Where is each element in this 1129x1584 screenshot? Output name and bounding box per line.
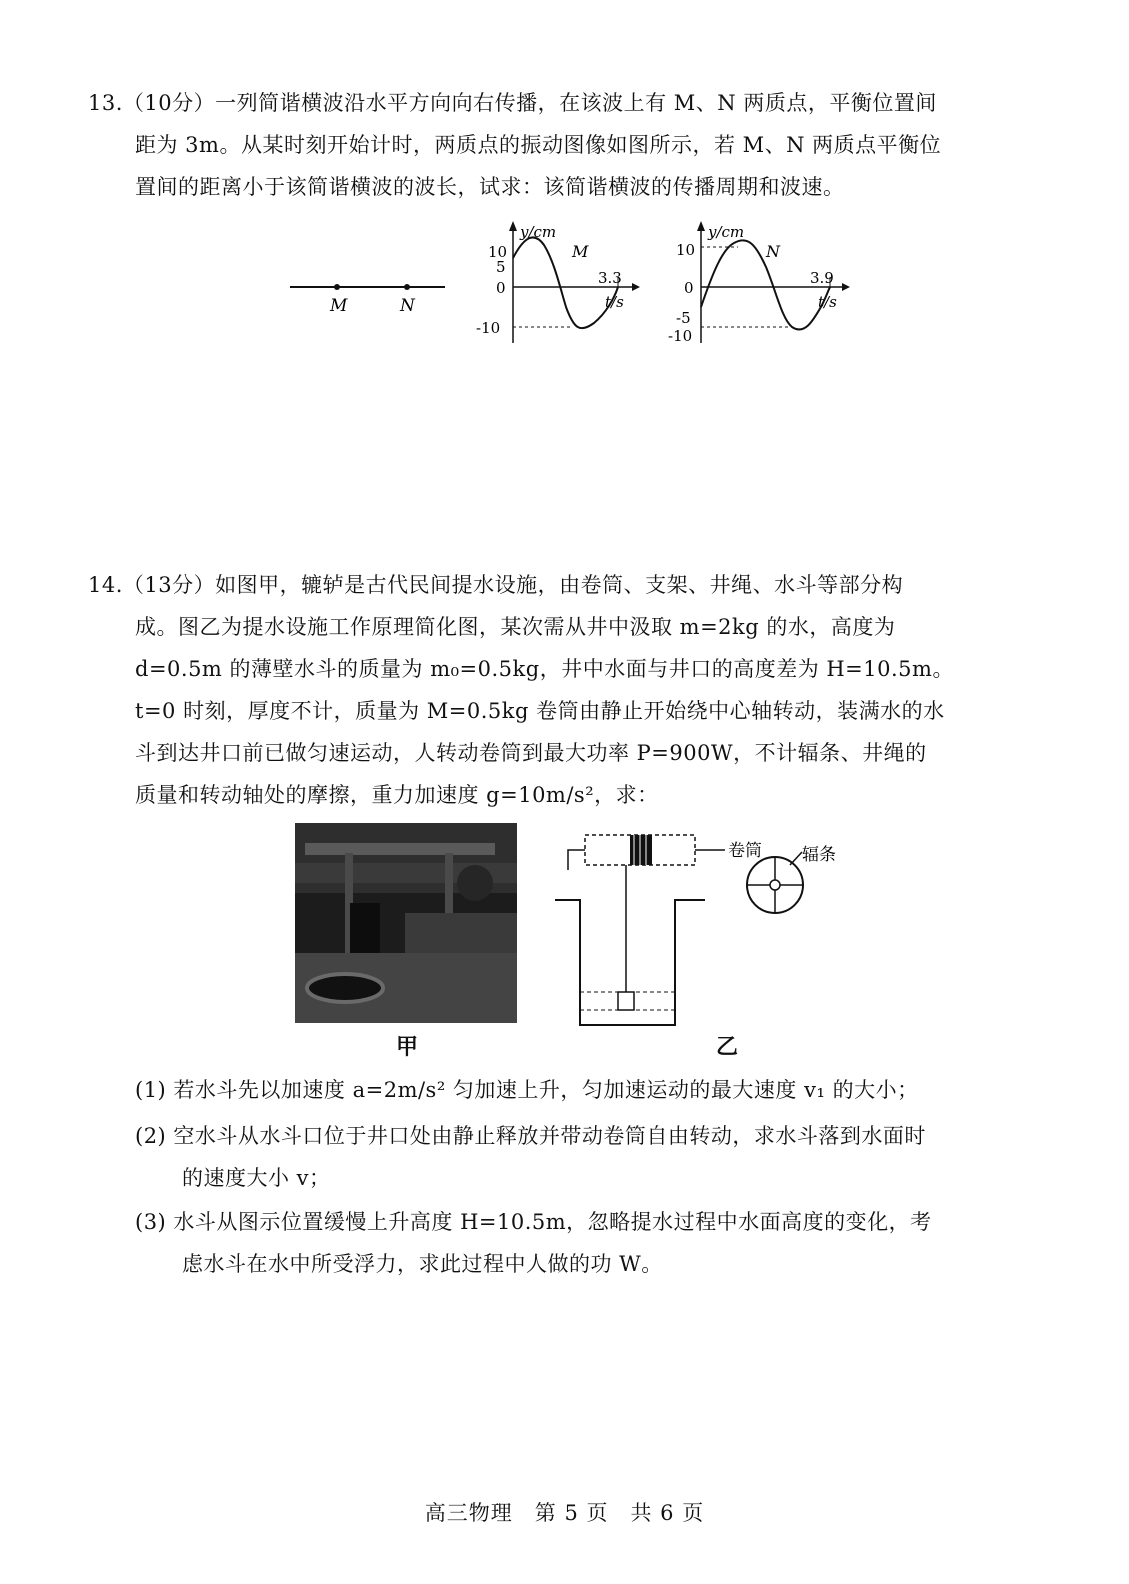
q14-line-2: 成。图乙为提水设施工作原理简化图，某次需从井中汲取 m=2kg 的水，高度为 xyxy=(135,615,896,639)
q14-part-3-cont: 虑水斗在水中所受浮力，求此过程中人做的功 W。 xyxy=(182,1252,663,1276)
graph-m-ylabel: y/cm xyxy=(520,223,557,241)
graph-m-ytick-5: 5 xyxy=(496,258,506,276)
graph-n-ylabel: y/cm xyxy=(708,223,745,241)
graph-n-ytick-neg5: -5 xyxy=(676,309,691,327)
graph-m-t-mark: 3.3 xyxy=(598,269,622,287)
graph-n-t-mark: 3.9 xyxy=(810,269,834,287)
graph-n-curve-label: N xyxy=(766,242,780,261)
graph-n-xlabel: t/s xyxy=(818,293,837,311)
label-spoke: 辐条 xyxy=(802,845,836,865)
label-drum: 卷筒 xyxy=(728,841,762,861)
q14-line-5: 斗到达井口前已做匀速运动，人转动卷筒到最大功率 P=900W，不计辐条、井绳的 xyxy=(135,741,927,765)
q13-figure xyxy=(280,215,880,355)
rope-label-m: M xyxy=(330,296,348,316)
point-m-dot xyxy=(334,284,340,290)
graph-n-ytick-neg10: -10 xyxy=(668,327,693,345)
graph-m xyxy=(476,221,640,343)
well-schematic xyxy=(550,830,860,1030)
q14-part-3: (3) 水斗从图示位置缓慢上升高度 H=10.5m，忽略提水过程中水面高度的变化，考 xyxy=(135,1210,932,1234)
q13-line-3: 置间的距离小于该简谐横波的波长，试求：该简谐横波的传播周期和波速。 xyxy=(135,175,845,199)
q14-line-6: 质量和转动轴处的摩擦，重力加速度 g=10m/s²，求： xyxy=(135,783,659,807)
rope-label-n: N xyxy=(400,296,415,316)
q14-part-2-cont: 的速度大小 v； xyxy=(182,1166,331,1190)
q14-part-1: (1) 若水斗先以加速度 a=2m/s² 匀加速上升，匀加速运动的最大速度 v₁ 的大小； xyxy=(135,1078,919,1102)
graph-n-ytick-0: 0 xyxy=(684,279,694,297)
figure-caption-jia: 甲 xyxy=(396,1034,419,1060)
q14-line-4: t=0 时刻，厚度不计，质量为 M=0.5kg 卷筒由静止开始绕中心轴转动，装满水的水 xyxy=(135,699,945,723)
q14-line-1: 14.（13分）如图甲，辘轳是古代民间提水设施，由卷筒、支架、井绳、水斗等部分构 xyxy=(88,573,904,597)
graph-n xyxy=(668,221,850,345)
point-n-dot xyxy=(404,284,410,290)
graph-m-xlabel: t/s xyxy=(605,293,624,311)
q14-part-2: (2) 空水斗从水斗口位于井口处由静止释放并带动卷筒自由转动，求水斗落到水面时 xyxy=(135,1124,926,1148)
graph-m-ytick-neg10: -10 xyxy=(476,319,501,337)
q13-line-2: 距为 3m。从某时刻开始计时，两质点的振动图像如图所示，若 M、N 两质点平衡位 xyxy=(135,133,942,157)
q13-line-1: 13.（10分）一列简谐横波沿水平方向向右传播，在该波上有 M、N 两质点，平衡位置间 xyxy=(88,91,937,115)
graph-m-ytick-0: 0 xyxy=(496,279,506,297)
figure-caption-yi: 乙 xyxy=(716,1034,739,1060)
windlass-photo xyxy=(295,823,517,1023)
rope-diagram xyxy=(290,284,445,316)
graph-m-curve-label: M xyxy=(572,242,589,261)
q14-line-3: d=0.5m 的薄壁水斗的质量为 m₀=0.5kg，井中水面与井口的高度差为 H=10.5m。 xyxy=(135,657,954,681)
graph-n-ytick-10: 10 xyxy=(676,241,696,259)
graph-m-ytick-10: 10 xyxy=(488,243,508,261)
page-footer: 高三物理 第 5 页 共 6 页 xyxy=(424,1501,705,1525)
